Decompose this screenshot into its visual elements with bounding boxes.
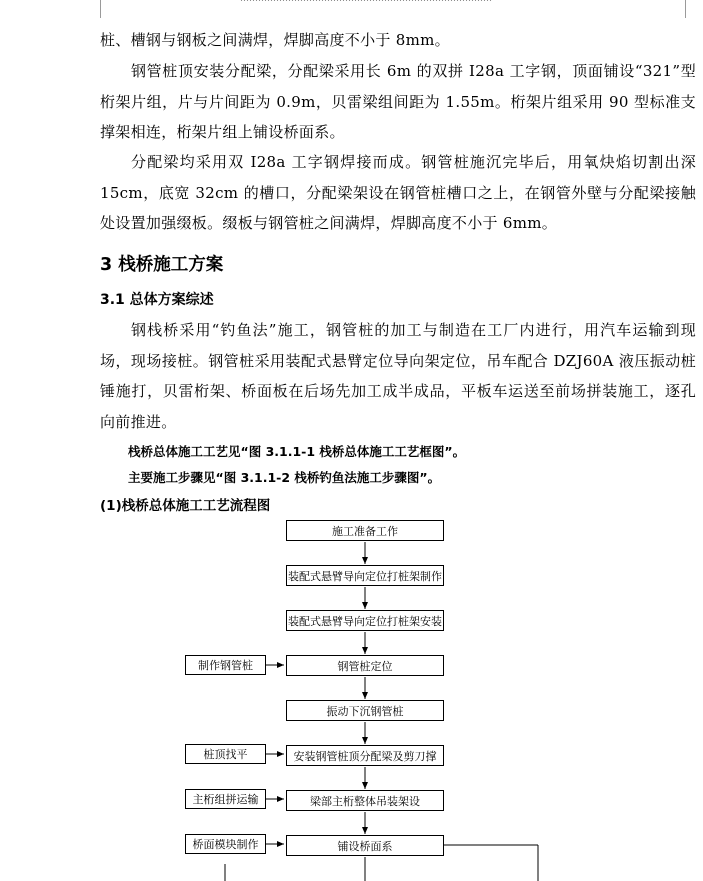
flow-side-truss-assembly-transport: 主桁组拼运输 xyxy=(185,789,266,809)
flow-step-vibratory-sinking: 振动下沉钢管桩 xyxy=(286,700,444,721)
section-body: 钢栈桥采用“钓鱼法”施工，钢管桩的加工与制造在工厂内进行，用汽车运输到现场，现场接桩。钢管桩采用装配式悬臂定位导向架定位，吊车配合 DZJ60A 液压振动桩锤施打，贝雷桁架、桥面板在后场先加工成半成品，平板车运送至前场拼装施工，逐孔向前推进。 xyxy=(100,321,696,431)
flow-step-truss-hoisting: 梁部主桁整体吊装架设 xyxy=(286,790,444,811)
flow-step-guide-frame-installation: 装配式悬臂导向定位打桩架安装 xyxy=(286,610,444,631)
flow-side-pile-top-leveling: 桩顶找平 xyxy=(185,744,266,764)
paragraph-2: 钢管桩顶安装分配梁，分配梁采用长 6m 的双拼 I28a 工字钢，顶面铺设“321”型桁架片组，片与片间距为 0.9m，贝雷梁组间距为 1.55m。桁架片组采用 90 型标准支撑架相连，桁架片组上铺设桥面系。 xyxy=(100,62,696,141)
flowchart-title: (1)栈桥总体施工工艺流程图 xyxy=(100,498,271,514)
paragraph-1: 桩、槽钢与钢板之间满焊，焊脚高度不小于 8mm。 xyxy=(100,31,450,49)
flow-step-prepare: 施工准备工作 xyxy=(286,520,444,541)
section-subheading: 3.1 总体方案综述 xyxy=(100,292,214,308)
flow-step-guide-frame-fabrication: 装配式悬臂导向定位打桩架制作 xyxy=(286,565,444,586)
figure-reference-2: 主要施工步骤见“图 3.1.1-2 栈桥钓鱼法施工步骤图”。 xyxy=(128,470,441,485)
flow-step-deck-laying: 铺设桥面系 xyxy=(286,835,444,856)
flow-step-distribution-beam: 安装钢管桩顶分配梁及剪刀撑 xyxy=(286,745,444,766)
flow-side-deck-module-fabrication: 桥面模块制作 xyxy=(185,834,266,854)
figure-reference-1: 栈桥总体施工工艺见“图 3.1.1-1 栈桥总体施工工艺框图”。 xyxy=(128,444,466,459)
flow-side-pile-fabrication: 制作钢管桩 xyxy=(185,655,266,675)
section-heading: 3 栈桥施工方案 xyxy=(100,255,224,275)
flow-step-pile-positioning: 钢管桩定位 xyxy=(286,655,444,676)
paragraph-3: 分配梁均采用双 I28a 工字钢焊接而成。钢管桩施沉完毕后，用氧炔焰切割出深 15cm，底宽 32cm 的槽口，分配梁架设在钢管桩槽口之上，在钢管外壁与分配梁接触处设置加强缀板。缀板与钢管桩之间满焊，焊脚高度不小于 6mm。 xyxy=(100,153,696,232)
